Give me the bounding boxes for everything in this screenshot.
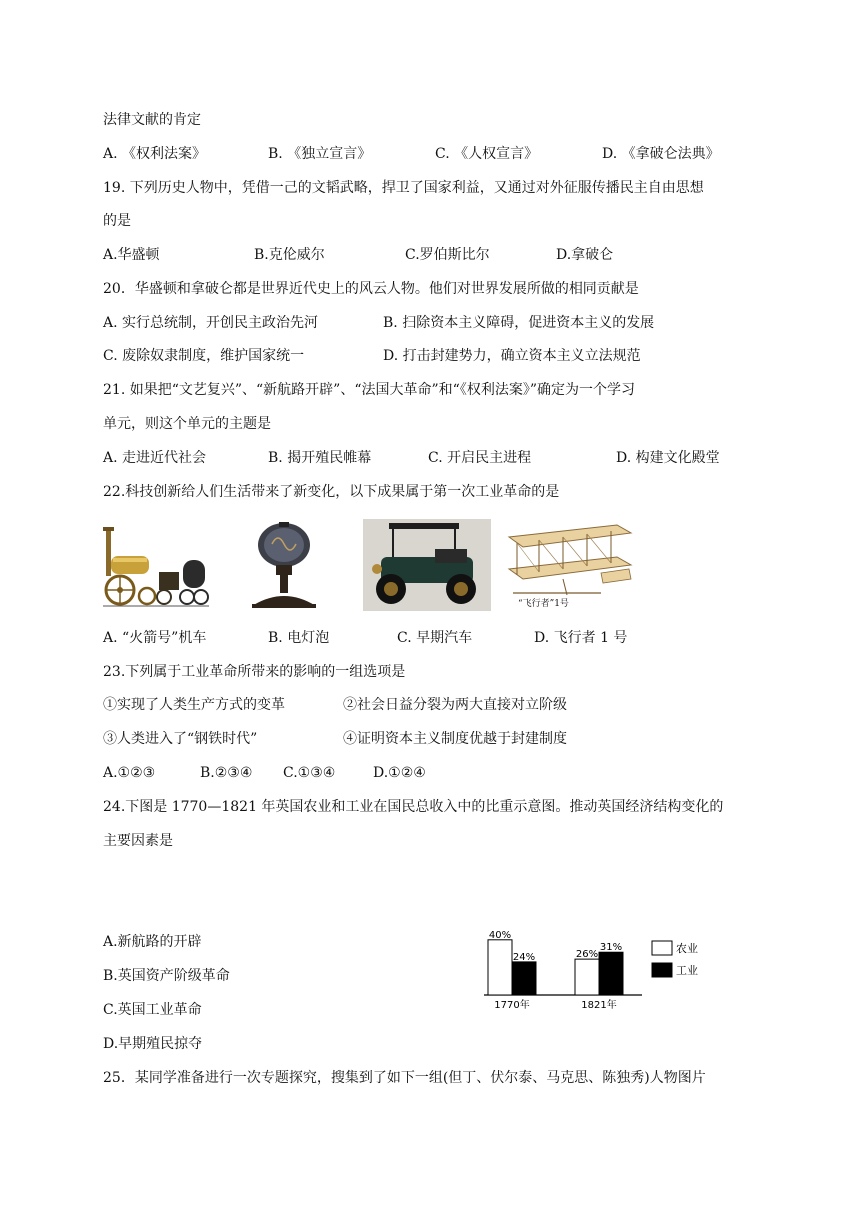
legend-label-industry: 工业: [676, 964, 698, 977]
question-24-text: 24.下图是 1770—1821 年英国农业和工业在国民总收入中的比重示意图。推动英国经济结构变化的: [103, 799, 724, 815]
question-18-text-tail: 法律文献的肯定: [103, 112, 201, 128]
q23-option-c[interactable]: C.①③④: [283, 765, 336, 781]
q19-option-a[interactable]: A.华盛顿: [103, 247, 160, 263]
question-20-text: 20．华盛顿和拿破仑都是世界近代史上的风云人物。他们对世界发展所做的相同贡献是: [103, 281, 639, 297]
bar-industry-2: [599, 952, 623, 995]
q18-option-b[interactable]: B. 《独立宣言》: [268, 146, 372, 162]
question-19-text-cont: 的是: [103, 213, 131, 229]
q18-option-c[interactable]: C. 《人权宣言》: [435, 146, 539, 162]
q24-option-b[interactable]: B.英国资产阶级革命: [103, 968, 230, 984]
legend-swatch-agriculture: [652, 941, 672, 955]
light-bulb-image: [238, 520, 330, 612]
legend-label-agriculture: 农业: [676, 942, 698, 955]
bar-value-label: 26%: [575, 949, 599, 961]
bar-value-label: 40%: [488, 929, 512, 941]
q21-option-c[interactable]: C. 开启民主进程: [428, 450, 532, 466]
q23-item-1: ①实现了人类生产方式的变革: [103, 697, 285, 713]
flyer-image-caption: “飞行者”1号: [518, 599, 569, 609]
q24-option-a[interactable]: A.新航路的开辟: [103, 934, 202, 950]
question-21-text-cont: 单元，则这个单元的主题是: [103, 416, 271, 432]
question-19-text: 19. 下列历史人物中，凭借一己的文韬武略，捍卫了国家利益，又通过对外征服传播民主自由思想: [103, 180, 704, 196]
bar-agriculture-2: [575, 959, 599, 995]
legend-swatch-industry: [652, 963, 672, 977]
q24-option-d[interactable]: D.早期殖民掠夺: [103, 1036, 203, 1052]
question-23-text: 23.下列属于工业革命所带来的影响的一组选项是: [103, 664, 406, 680]
q23-item-3: ③人类进入了“钢铁时代”: [103, 731, 258, 747]
q19-option-b[interactable]: B.克伦威尔: [254, 247, 325, 263]
early-automobile-image: [363, 519, 491, 611]
x-tick-label: 1770年: [494, 1000, 530, 1011]
q18-option-d[interactable]: D. 《拿破仑法典》: [602, 146, 720, 162]
q20-option-a[interactable]: A. 实行总统制，开创民主政治先河: [103, 315, 319, 331]
q20-option-c[interactable]: C. 废除奴隶制度，维护国家统一: [103, 348, 305, 364]
question-21-text: 21. 如果把“文艺复兴”、“新航路开辟”、“法国大革命”和“《权利法案》”确定为一个学习: [103, 382, 635, 398]
q23-option-d[interactable]: D.①②④: [373, 765, 426, 781]
bar-agriculture-1: [488, 940, 512, 995]
q23-item-4: ④证明资本主义制度优越于封建制度: [343, 731, 567, 747]
agriculture-industry-share-chart: [482, 925, 714, 1017]
bar-value-label: 31%: [599, 942, 623, 954]
question-24-text-cont: 主要因素是: [103, 833, 173, 849]
q22-option-a[interactable]: A. “火箭号”机车: [103, 630, 207, 646]
bar-industry-1: [512, 962, 536, 995]
q20-option-b[interactable]: B. 扫除资本主义障碍，促进资本主义的发展: [383, 315, 655, 331]
q23-option-a[interactable]: A.①②③: [103, 765, 156, 781]
q24-option-c[interactable]: C.英国工业革命: [103, 1002, 202, 1018]
q22-option-d[interactable]: D. 飞行者 1 号: [534, 630, 628, 646]
q20-option-d[interactable]: D. 打击封建势力，确立资本主义立法规范: [383, 348, 641, 364]
q21-option-b[interactable]: B. 揭开殖民帷幕: [268, 450, 372, 466]
q19-option-c[interactable]: C.罗伯斯比尔: [405, 247, 490, 263]
x-tick-label: 1821年: [581, 1000, 617, 1011]
q19-option-d[interactable]: D.拿破仑: [556, 247, 614, 263]
q21-option-d[interactable]: D. 构建文化殿堂: [616, 450, 720, 466]
bar-value-label: 24%: [512, 951, 536, 963]
q23-item-2: ②社会日益分裂为两大直接对立阶级: [343, 697, 567, 713]
q22-option-c[interactable]: C. 早期汽车: [397, 630, 473, 646]
question-22-text: 22.科技创新给人们生活带来了新变化，以下成果属于第一次工业革命的是: [103, 484, 560, 500]
question-25-text: 25．某同学准备进行一次专题探究，搜集到了如下一组(但丁、伏尔泰、马克思、陈独秀)人物图片: [103, 1070, 706, 1086]
rocket-locomotive-image: [103, 524, 209, 610]
q18-option-a[interactable]: A. 《权利法案》: [103, 146, 207, 162]
q23-option-b[interactable]: B.②③④: [200, 765, 253, 781]
q22-option-b[interactable]: B. 电灯泡: [268, 630, 330, 646]
q21-option-a[interactable]: A. 走进近代社会: [103, 450, 207, 466]
